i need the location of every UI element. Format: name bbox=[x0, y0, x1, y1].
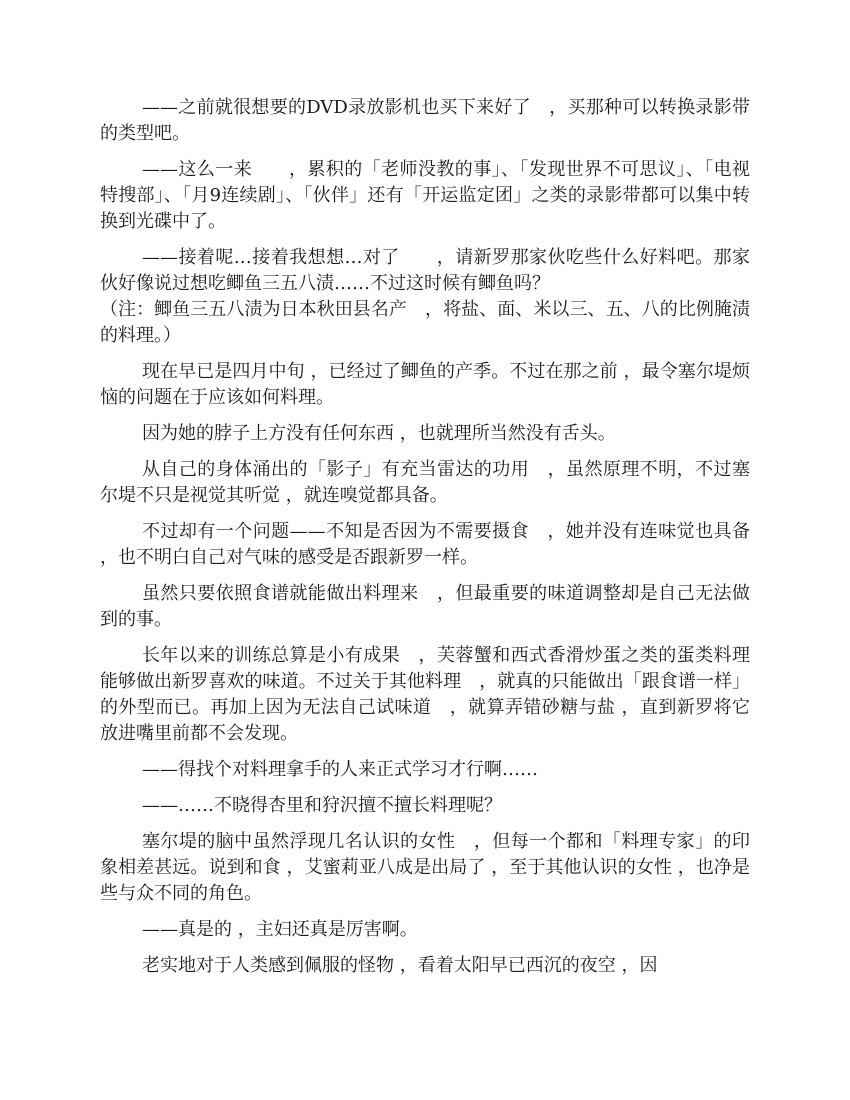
paragraph-training: 长年以来的训练总算是小有成果 ，芙蓉蟹和西式香滑炒蛋之类的蛋类料理能够做出新罗喜欢的味道。不过关于其他料理 ，就真的只能做出「跟食谱一样」的外型而已。再加上因为无法自己试味道 ，就算弄错砂糖与盐 ，直到新罗将它放进嘴里前都不会发现。 bbox=[100, 645, 750, 744]
document-page bbox=[100, 95, 750, 989]
paragraph-housewives: ——真是的 ，主妇还真是厉害啊。 bbox=[142, 919, 418, 940]
paragraph-no-taste: 不过却有一个问题——不知是否因为不需要摄食 ，她并没有连味觉也具备 ，也不明白自己对气味的感受是否跟新罗一样。 bbox=[100, 521, 750, 568]
paragraph-season: 现在早已是四月中旬 ，已经过了鲫鱼的产季。不过在那之前 ，最令塞尔堤烦恼的问题在于应该如何料理。 bbox=[100, 361, 750, 408]
paragraph-dvd-recorder: ——之前就很想要的DVD录放影机也买下来好了 ，买那种可以转换录影带的类型吧。 bbox=[100, 97, 750, 144]
paragraph-no-tongue: 因为她的脖子上方没有任何东西 ，也就理所当然没有舌头。 bbox=[142, 423, 616, 444]
paragraph-translator-note: （注：鲫鱼三五八渍为日本秋田县名产 ，将盐、面、米以三、五、八的比例腌渍的料理。） bbox=[100, 299, 750, 346]
paragraph-night-sky: 老实地对于人类感到佩服的怪物 ，看着太阳早已西沉的夜空 ，因 bbox=[142, 955, 658, 976]
paragraph-anri-karisawa: ——……不晓得杏里和狩沢擅不擅长料理呢？ bbox=[142, 795, 502, 816]
paragraph-shadow-radar: 从自己的身体涌出的「影子」有充当雷达的功用 ，虽然原理不明，不过塞尔堤不只是视觉其听觉 ，就连嗅觉都具备。 bbox=[100, 459, 750, 506]
paragraph-treat-shinra: ——接着呢…接着我想想…对了 ，请新罗那家伙吃些什么好料吧。那家伙好像说过想吃鲫鱼三五八渍……不过这时候有鲫鱼吗？ bbox=[100, 247, 750, 294]
paragraph-women: 塞尔堤的脑中虽然浮现几名认识的女性 ，但每一个都和「料理专家」的印象相差甚远。说到和食 ，艾蜜莉亚八成是出局了 ，至于其他认识的女性 ，也净是些与众不同的角色。 bbox=[100, 831, 750, 904]
paragraph-video-tapes: ——这么一来 ，累积的「老师没教的事」、「发现世界不可思议」、「电视特搜部」、「月9连续剧」、「伙伴」还有「开运监定团」之类的录影带都可以集中转换到光碟中了。 bbox=[100, 159, 750, 232]
paragraph-find-teacher: ——得找个对料理拿手的人来正式学习才行啊…… bbox=[142, 759, 538, 780]
paragraph-recipe: 虽然只要依照食谱就能做出料理来 ，但最重要的味道调整却是自己无法做到的事。 bbox=[100, 583, 750, 630]
